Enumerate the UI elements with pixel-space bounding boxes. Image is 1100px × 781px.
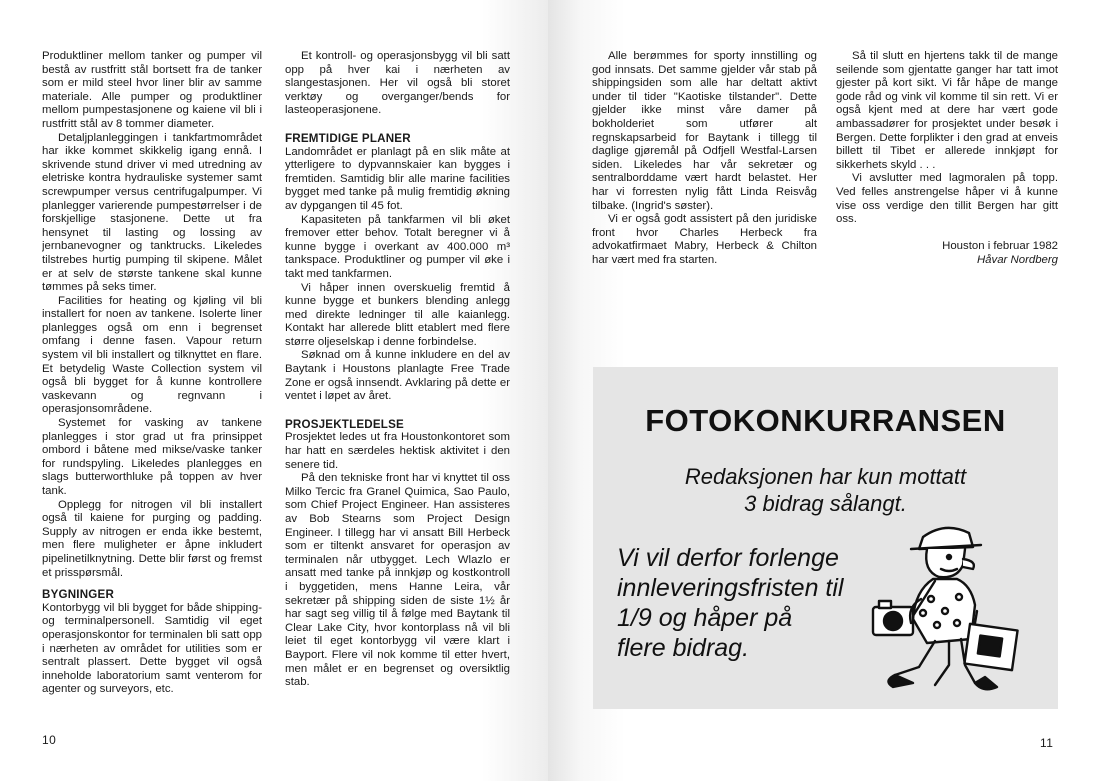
paragraph: Systemet for vasking av tankene planlegges i stor grad ut fra prinsippet ombord i båtene med mikse/vaske tanker for rundspyling. Likeledes planlegges en slags butterworthluke på toppen av hver tank. — [42, 417, 262, 497]
body-line: innleveringsfristen til — [617, 574, 844, 602]
section-heading-bygninger: BYGNINGER — [42, 588, 115, 602]
paragraph: Et kontroll- og operasjonsbygg vil bli satt opp på hver kai i nærheten av slangestasjonen. Her vil også bli storet verktøy og overganger/bends for lasteoperasjonene. — [285, 50, 510, 117]
paragraph: Detaljplanleggingen i tankfartmområdet har ikke kommet skikkelig igang ennå. I skrivende stund driver vi med utredning av eletriske kontra hydrauliske systemer samt screwpumper versus centrifugalpumper. Vi planlegger varierende pumpestørrelser i de forskjellige stasjonene. Dette ut fra hensynet til lasting og lossing av jernbanevogner og tanktrucks. Likeledes tilstrebes hurtig pumping til skipene. Målet er at selv de største tankene skal kunne tømmes på seks timer. — [42, 131, 262, 294]
paragraph: Vi avslutter med lagmoralen på topp. Ved felles anstrengelse håper vi å kunne vise oss verdige den tillit Bergen har gitt oss. — [836, 172, 1058, 226]
signature-block — [836, 239, 1058, 267]
paragraph: Alle berømmes for sporty innstilling og god innsats. Det samme gjelder vår stab på shippingsiden som alle har deltatt aktivt under til tider "Kaotiske tilstander". Dette gjelder ikke minst våre damer på bokholderiet som utfører alt regnskapsarbeid for Baytank i tillegg til daglige gjøremål på Odfjell Westfal-Larsen siden. Likeledes har vår sekretær og sentralborddame vært hardt belastet. Her har vi forresten nylig fått Linda Reisvåg tilbake. (Ingrid's søster). — [592, 50, 817, 212]
section-heading-prosjektledelse: PROSJEKTLEDELSE — [285, 417, 404, 431]
subtitle-line: 3 bidrag sålangt. — [744, 491, 907, 516]
cartoon-photographer-illustration — [853, 515, 1043, 705]
page-number-right: 11 — [1040, 736, 1054, 750]
right-column-1 — [592, 50, 817, 268]
page-number-left: 10 — [42, 733, 57, 747]
body-line: 1/9 og håper på — [617, 604, 793, 632]
paragraph: Opplegg for nitrogen vil bli installert også til kaiene for purging og padding. Supply av nitrogen er enda ikke bestemt, men flere muligheter er åpne inkludert pipelinetilknytning. Dette blir først og fremst et prisspørsmål. — [42, 498, 262, 579]
section-heading-fremtidige-planer: FREMTIDIGE PLANER — [285, 131, 411, 145]
signature-place-date: Houston i februar 1982 — [942, 239, 1058, 252]
paragraph: Kontorbygg vil bli bygget for både shipping- og terminalpersonell. Samtidig vil eget operasjonskontor for terminalen bli satt opp i nærheten av området for utilities som er sentralt plassert. Dette bygget vil også inneholde laboratorium samt venterom for agenter og surveyors, etc. — [42, 601, 262, 696]
left-column-2 — [285, 50, 510, 690]
left-page — [0, 0, 548, 781]
body-line: Vi vil derfor forlenge — [617, 544, 839, 572]
contest-body — [617, 543, 867, 663]
paragraph: Prosjektet ledes ut fra Houstonkontoret som har hatt en særdeles hektisk aktivitet i den senere tid. — [285, 431, 510, 471]
paragraph: Kapasiteten på tankfarmen vil bli øket fremover etter behov. Totalt beregner vi å kunne bygge i overkant av 400.000 m³ tankspace. Produktliner og pumper vil øke i takt med tankfarmen. — [285, 213, 510, 280]
paragraph: På den tekniske front har vi knyttet til oss Milko Tercic fra Granel Quimica, Sao Paulo, som Chief Project Engineer. Han assisteres av Bob Stearns som Project Design Engineer. I tillegg har vi ansatt Bill Herbeck som er tiltenkt ansvaret for operasjon av terminalen når utbygget. Lech Wlazlo er ansatt med tanke på innkjøp og kostkontroll i byggetiden, mens Hanne Leira, vår sekretær på shipping siden de siste 1½ år har sagt seg villig til å følge med Baytank til Clear Lake City, hvor kontorplass nå vil bli leiet til eget kontorbygg vil være klart i Bayport. Flere vil nok komme til etter hvert, men målet er en begrenset og oversiktlig stab. — [285, 472, 510, 689]
paragraph: Vi er også godt assistert på den juridiske front hvor Charles Herbeck fra advokatfirmaet Mabry, Herbeck & Chilton har vært med fra starten. — [592, 213, 817, 266]
paragraph: Landområdet er planlagt på en slik måte at ytterligere to dypvannskaier kan bygges i fremtiden. Samtidig blir alle marine facilities bygget med tanke på mulig fremtidig økning av dypgangen til 45 fot. — [285, 145, 510, 212]
paragraph: Søknad om å kunne inkludere en del av Baytank i Houstons planlagte Free Trade Zone er også innsendt. Avklaring på dette er ventet i løpet av året. — [285, 349, 510, 403]
right-column-2 — [836, 50, 1058, 267]
signature-name: Håvar Nordberg — [976, 253, 1058, 266]
photo-contest-box — [593, 367, 1058, 709]
paragraph: Så til slutt en hjertens takk til de mange seilende som gjentatte ganger har tatt imot gjester på kort sikt. Vi får håpe de mange gode råd og vink vil komme til sin rett. Vi er også kjent med at dere har vært gode ambassadører for prosjektet under besøk i Bergen. Dette forplikter i den grad at enveis billett til Tibet er allerede innkjøpt for sikkerhets skyld . . . — [836, 50, 1058, 171]
paragraph: Facilities for heating og kjøling vil bli installert for noen av tankene. Isolerte liner planlegges også om enn i begrenset omfang i denne fasen. Vapour return system vil bli installert og tilknyttet en flare. Et betydelig Waste Collection system vil også bli bygget for å kunne kontrollere vaskevann og regnvann i operasjonsområdene. — [42, 294, 262, 416]
left-column-1 — [42, 50, 262, 697]
paragraph: Produktliner mellom tanker og pumper vil bestå av rustfritt stål bortsett fra de tanker som er mild steel hvor liner blir av samme materiale. Alle pumper og produktliner mellom pumpestasjonene og kaiene vil bli i rustfritt stål av 8 tommer diameter. — [42, 50, 262, 130]
body-line: flere bidrag. — [617, 634, 750, 662]
contest-subtitle — [593, 463, 1058, 517]
contest-title: FOTOKONKURRANSEN — [645, 403, 1006, 438]
subtitle-line: Redaksjonen har kun mottatt — [684, 464, 967, 489]
paragraph: Vi håper innen overskuelig fremtid å kunne bygge et bunkers blending anlegg med direkte ledninger til alle kaianlegg. Kontakt har allerede blitt etablert med flere større oljeselskap i denne forbindelse. — [285, 281, 510, 348]
